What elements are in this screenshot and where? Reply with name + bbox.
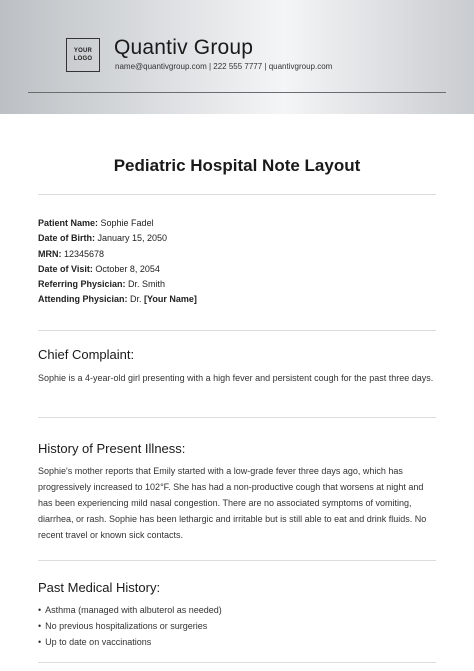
company-contact: name@quantivgroup.com | 222 555 7777 | quantivgroup.com	[115, 62, 333, 71]
chief-complaint-text: Sophie is a 4-year-old girl presenting with a high fever and persistent cough for the past three days.	[38, 373, 434, 383]
letterhead	[0, 0, 474, 114]
info-label: Patient Name:	[38, 218, 99, 228]
history-text: Sophie's mother reports that Emily started with a low-grade fever three days ago, which has progressively increased to 102°F. She has had a non-productive cough that worsens at night and has been experiencing mild nasal congestion. There are no associated symptoms of vomiting, diarrhea, or rash. Sophie has been lethargic and irritable but is still able to eat and drink fluids. No recent travel or known sick contacts.	[38, 466, 427, 540]
section-heading-history: History of Present Illness:	[38, 441, 186, 456]
info-row-mrn	[38, 247, 197, 262]
section-heading-past-medical-history: Past Medical History:	[38, 580, 161, 595]
list-item: • No previous hospitalizations or surgeries	[38, 618, 222, 634]
document-title: Pediatric Hospital Note Layout	[113, 156, 361, 175]
info-value-prefix: Dr.	[127, 294, 145, 305]
info-row-patient-name	[38, 216, 197, 231]
list-item: • Asthma (managed with albuterol as needed)	[38, 602, 222, 618]
patient-info	[38, 216, 197, 308]
divider	[38, 662, 436, 663]
info-row-visit-date	[38, 262, 197, 277]
info-value: [Your Name]	[144, 294, 197, 305]
logo-placeholder	[66, 38, 100, 72]
info-value: October 8, 2054	[92, 263, 160, 274]
logo-text-line2: LOGO	[73, 56, 93, 62]
info-value: 12345678	[61, 248, 105, 259]
divider	[38, 330, 436, 331]
divider	[38, 560, 436, 561]
section-heading-chief-complaint: Chief Complaint:	[38, 347, 135, 362]
info-row-attending-physician	[38, 292, 197, 307]
past-medical-history-list	[38, 602, 222, 650]
info-value: Dr. Smith	[125, 279, 166, 290]
divider	[38, 194, 436, 195]
info-row-dob	[38, 231, 197, 246]
list-item: • Up to date on vaccinations	[38, 634, 222, 650]
info-label: Date of Birth:	[38, 233, 95, 244]
info-value: Sophie Fadel	[98, 218, 154, 228]
divider	[38, 417, 436, 418]
info-label: Date of Visit:	[38, 263, 93, 274]
info-value: January 15, 2050	[95, 233, 168, 244]
header-divider	[28, 92, 446, 93]
company-name: Quantiv Group	[114, 36, 254, 59]
info-label: Attending Physician:	[38, 294, 128, 305]
logo-text-line1: YOUR	[73, 48, 93, 54]
info-label: Referring Physician:	[38, 279, 126, 290]
info-row-referring-physician	[38, 277, 197, 292]
info-label: MRN:	[38, 248, 62, 259]
